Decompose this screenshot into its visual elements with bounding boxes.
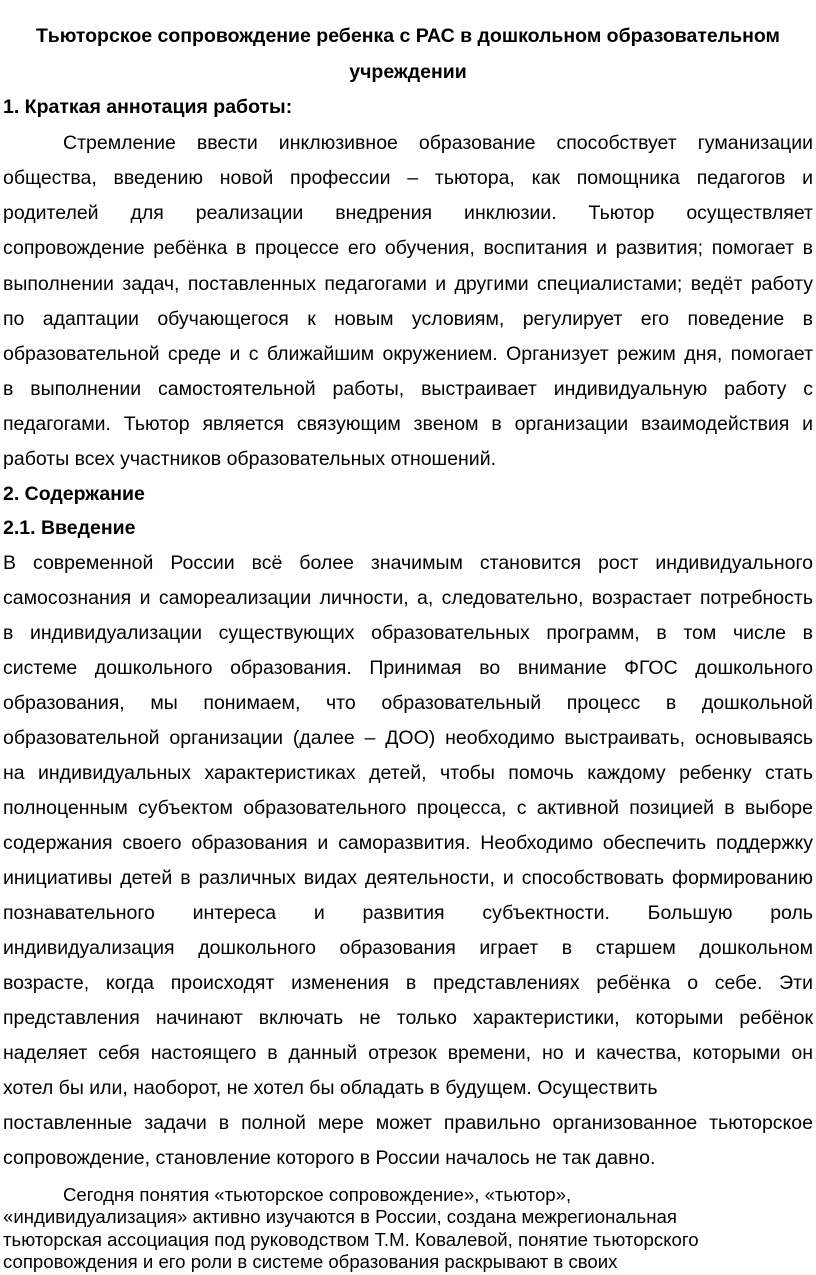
section-2-1-line: наделяет себя настоящего в данный отрезок времени, но и качества, которыми он	[3, 1042, 813, 1064]
section-2-1-line: поставленные задачи в полной мере может правильно организованное тьюторское	[3, 1112, 813, 1134]
section-2-1-line: образовательной организации (далее – ДОО) необходимо выстраивать, основываясь	[3, 727, 813, 749]
section-2-1-line: индивидуализация дошкольного образования играет в старшем дошкольном	[3, 937, 813, 959]
section-2-2-line: Сегодня понятия «тьюторское сопровождение», «тьютор»,	[63, 1184, 572, 1205]
section-1-line: выполнении задач, поставленных педагогами и другими специалистами; ведёт работу	[3, 273, 813, 295]
section-1-line: Стремление ввести инклюзивное образование способствует гуманизации	[63, 132, 813, 154]
document-title-line-1: Тьюторское сопровождение ребенка с РАС в дошкольном образовательном	[36, 25, 780, 47]
document-title-line-2: учреждении	[349, 61, 467, 83]
section-2-1-line: В современной России всё более значимым становится рост индивидуального	[3, 552, 813, 574]
section-2-1-line: самосознания и самореализации личности, а, следовательно, возрастает потребность	[3, 587, 813, 609]
section-1-line: педагогами. Тьютор является связующим звеном в организации взаимодействия и	[3, 413, 813, 435]
section-2-1-line: возрасте, когда происходят изменения в представлениях ребёнка о себе. Эти	[3, 972, 813, 994]
section-2-heading: 2. Содержание	[3, 483, 145, 505]
section-2-2-line: сопровождения и его роли в системе образования раскрывают в своих	[3, 1251, 618, 1272]
section-2-1-line: сопровождение, становление которого в России началось не так давно.	[3, 1147, 656, 1169]
section-2-1-heading: 2.1. Введение	[3, 517, 136, 539]
section-1-line: работы всех участников образовательных отношений.	[3, 448, 497, 470]
section-1-line: сопровождение ребёнка в процессе его обучения, воспитания и развития; помогает в	[3, 237, 813, 259]
section-2-2-line: тьюторская ассоциация под руководством Т.М. Ковалевой, понятие тьюторского	[3, 1229, 699, 1250]
section-2-1-line: познавательного интереса и развития субъектности. Большую роль	[3, 902, 813, 924]
section-1-line: образовательной среде и с ближайшим окружением. Организует режим дня, помогает	[3, 343, 813, 365]
section-2-1-line: инициативы детей в различных видах деятельности, и способствовать формированию	[3, 867, 813, 889]
section-2-1-line: хотел бы или, наоборот, не хотел бы обладать в будущем. Осуществить	[3, 1077, 658, 1099]
section-1-line: родителей для реализации внедрения инклюзии. Тьютор осуществляет	[3, 202, 813, 224]
section-2-1-line: образования, мы понимаем, что образовательный процесс в дошкольной	[3, 692, 813, 714]
section-1-line: общества, введению новой профессии – тьютора, как помощника педагогов и	[3, 167, 813, 189]
section-2-1-line: в индивидуализации существующих образовательных программ, в том числе в	[3, 622, 813, 644]
section-1-line: по адаптации обучающегося к новым условиям, регулирует его поведение в	[3, 308, 813, 330]
section-1-line: в выполнении самостоятельной работы, выстраивает индивидуальную работу с	[3, 378, 813, 400]
section-2-2-line: «индивидуализация» активно изучаются в России, создана межрегиональная	[3, 1206, 677, 1227]
section-1-heading: 1. Краткая аннотация работы:	[3, 96, 293, 118]
section-2-1-line: полноценным субъектом образовательного процесса, с активной позицией в выборе	[3, 797, 813, 819]
section-2-1-line: на индивидуальных характеристиках детей, чтобы помочь каждому ребенку стать	[3, 762, 813, 784]
section-2-1-line: системе дошкольного образования. Принимая во внимание ФГОС дошкольного	[3, 657, 813, 679]
section-2-1-line: представления начинают включать не только характеристики, которыми ребёнок	[3, 1007, 813, 1029]
section-2-1-line: содержания своего образования и саморазвития. Необходимо обеспечить поддержку	[3, 832, 813, 854]
